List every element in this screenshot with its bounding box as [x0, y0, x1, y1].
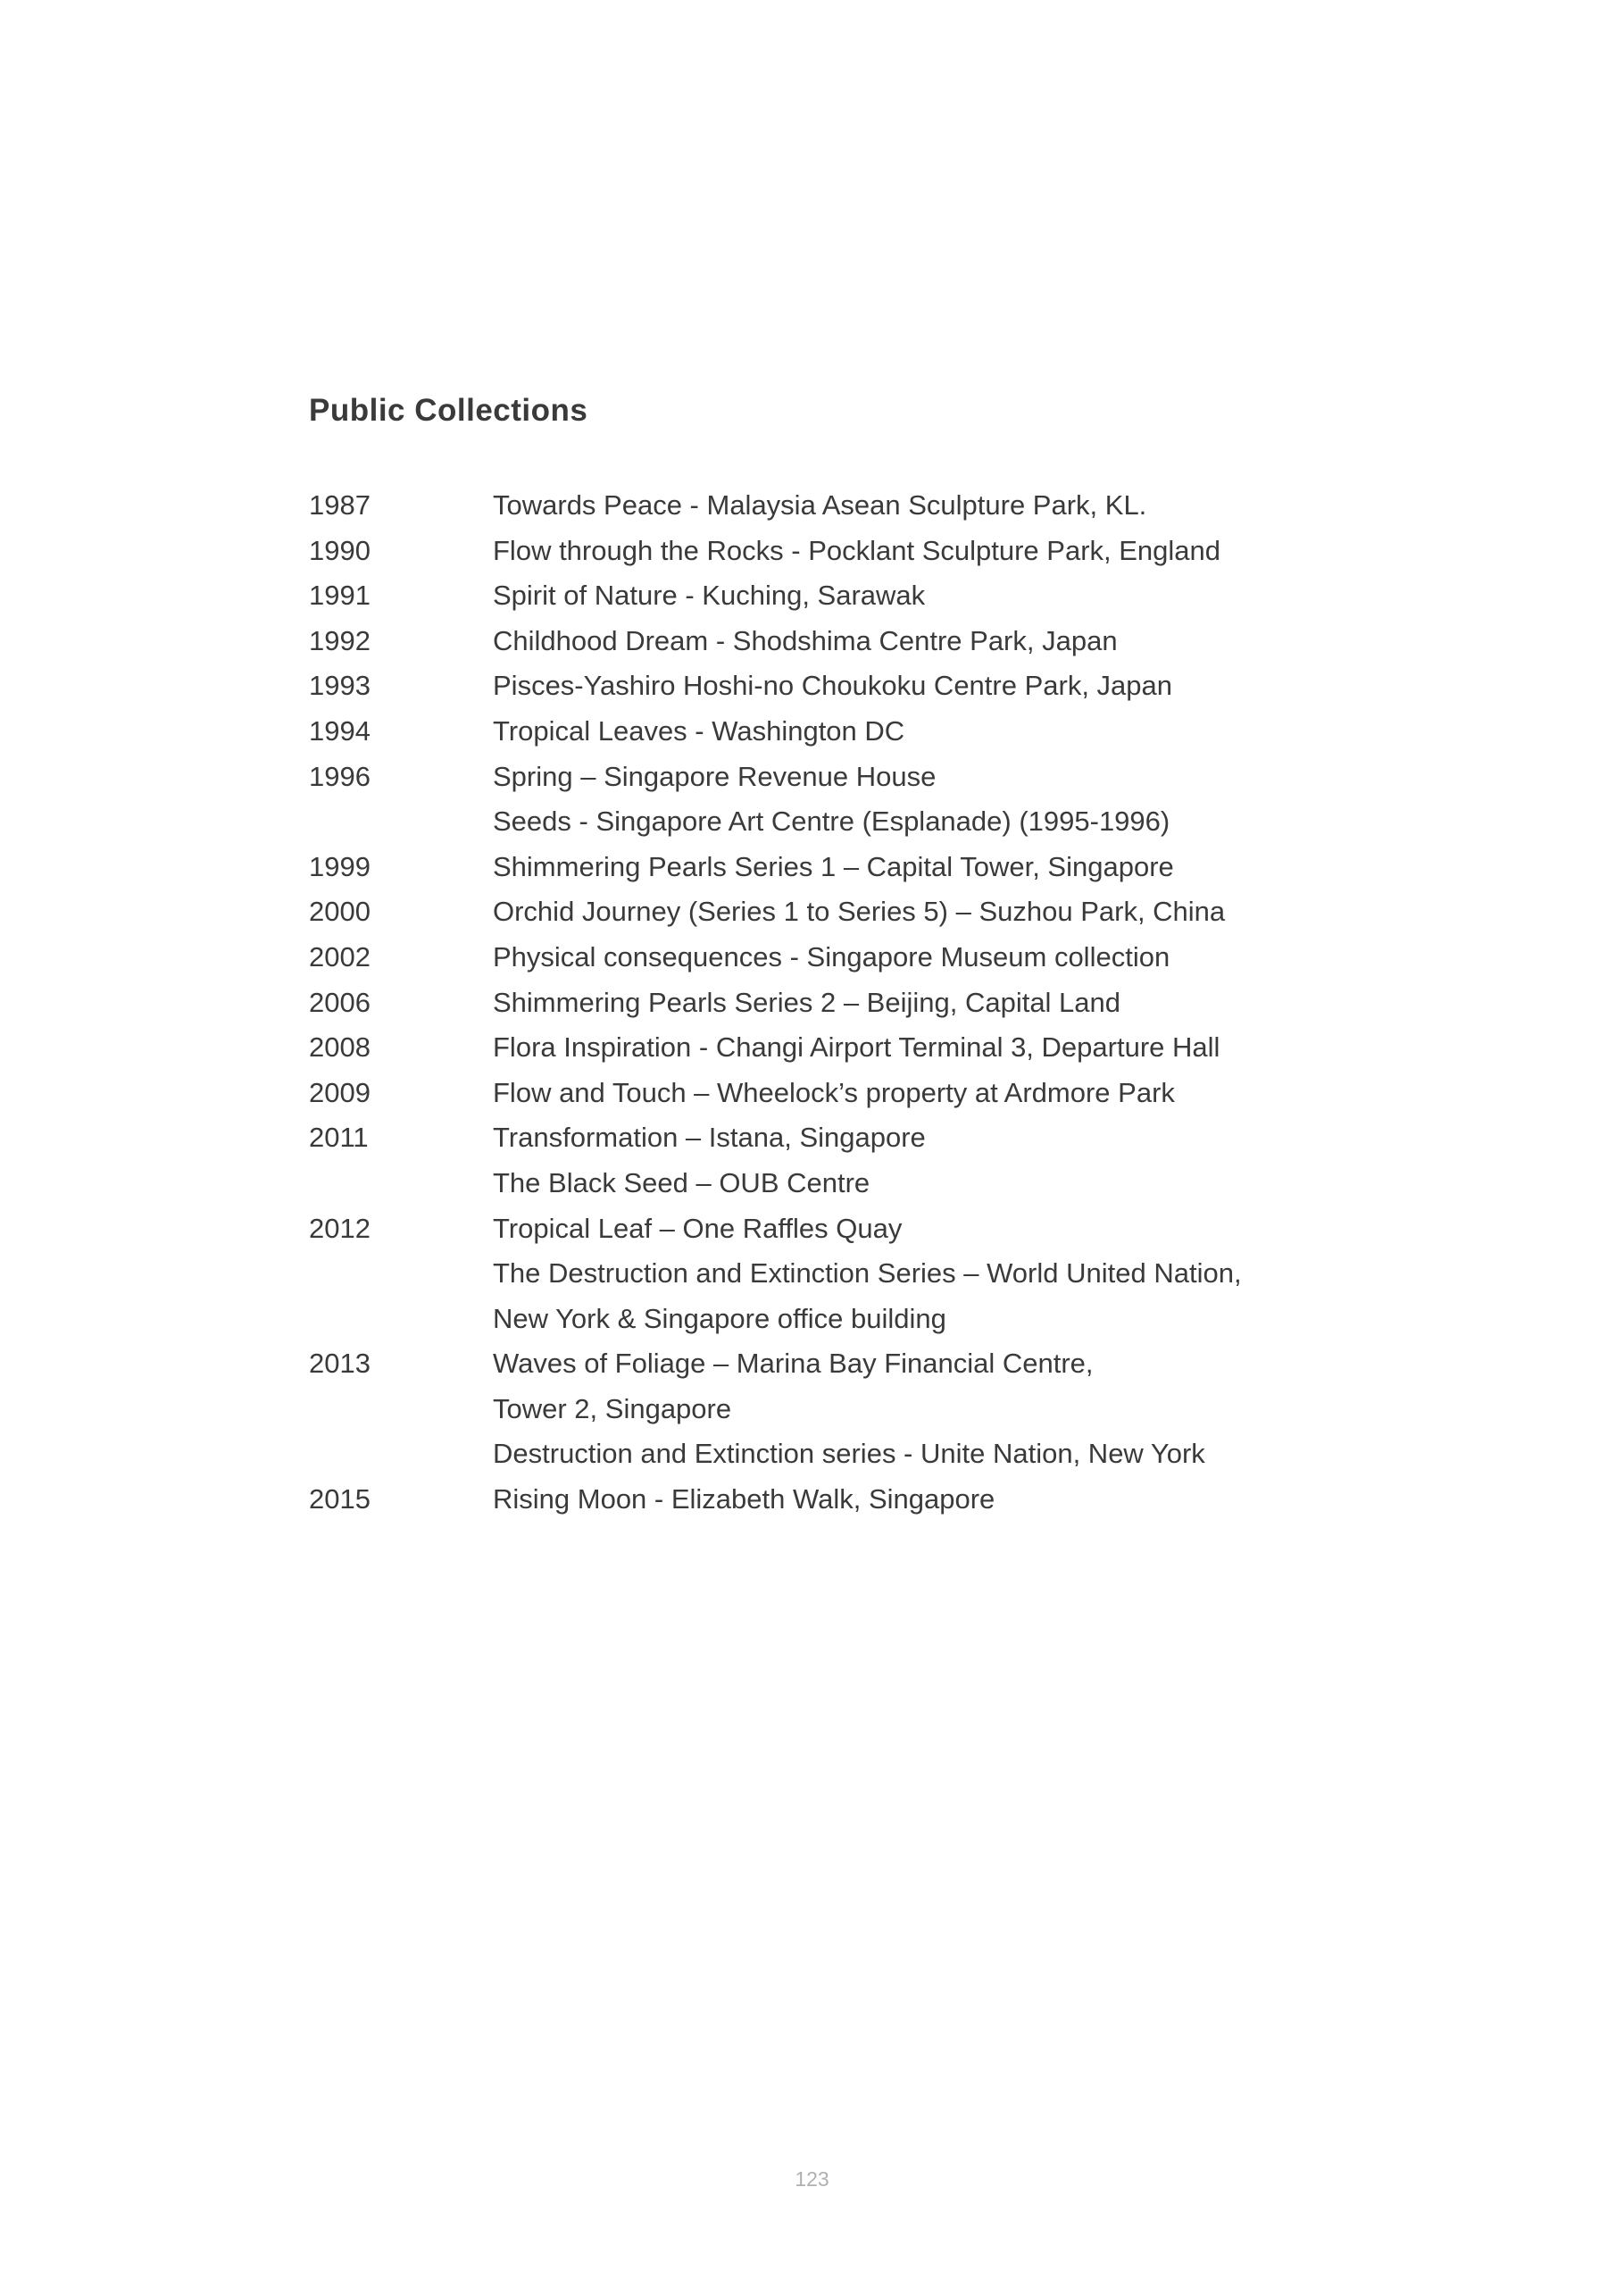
collection-entry: Seeds - Singapore Art Centre (Esplanade) (1995-1996) — [493, 806, 1170, 838]
collection-entry: Transformation – Istana, Singapore — [493, 1122, 926, 1154]
collection-entry: Tower 2, Singapore — [493, 1392, 732, 1424]
collection-entry: The Destruction and Extinction Series – World United Nation, — [493, 1257, 1242, 1290]
list-item — [309, 483, 1380, 529]
collection-entry: Flow through the Rocks - Pocklant Sculpture Park, England — [493, 534, 1221, 566]
collection-year: 2011 — [309, 1122, 369, 1154]
collection-year: 2009 — [309, 1076, 371, 1108]
collection-entry: Rising Moon - Elizabeth Walk, Singapore — [493, 1483, 995, 1515]
collection-entry: The Black Seed – OUB Centre — [493, 1166, 870, 1198]
list-item — [309, 755, 1380, 800]
collection-year: 1994 — [309, 714, 371, 747]
list-item — [309, 1341, 1380, 1387]
collections-list — [309, 483, 1380, 1523]
list-item — [309, 709, 1380, 755]
list-item — [309, 889, 1380, 935]
collection-entry: Shimmering Pearls Series 2 – Beijing, Capital Land — [493, 986, 1121, 1018]
collection-year: 1991 — [309, 580, 371, 612]
collection-year: 2002 — [309, 940, 371, 973]
collection-entry: Pisces-Yashiro Hoshi-no Choukoku Centre Park, Japan — [493, 670, 1173, 702]
section-title: Public Collections — [309, 393, 588, 428]
list-item — [309, 1251, 1380, 1297]
collection-year: 1990 — [309, 534, 371, 566]
list-item — [309, 529, 1380, 574]
collection-year: 1996 — [309, 760, 371, 792]
collection-entry: Spirit of Nature - Kuching, Sarawak — [493, 580, 926, 612]
collection-entry: Tropical Leaves - Washington DC — [493, 714, 905, 747]
collection-entry: Waves of Foliage – Marina Bay Financial Centre, — [493, 1348, 1094, 1380]
collection-entry: Tropical Leaf – One Raffles Quay — [493, 1212, 903, 1244]
collection-year: 2006 — [309, 986, 371, 1018]
list-item — [309, 1387, 1380, 1432]
list-item — [309, 1025, 1380, 1071]
collection-entry: Physical consequences - Singapore Museum collection — [493, 940, 1170, 973]
list-item — [309, 619, 1380, 664]
collection-entry: Flora Inspiration - Changi Airport Terminal 3, Departure Hall — [493, 1031, 1220, 1064]
list-item — [309, 1115, 1380, 1161]
list-item — [309, 573, 1380, 619]
collection-year: 1993 — [309, 670, 371, 702]
collection-year: 2008 — [309, 1031, 371, 1064]
collection-year: 1987 — [309, 489, 371, 521]
collection-year: 1999 — [309, 850, 371, 882]
collection-entry: New York & Singapore office building — [493, 1302, 946, 1334]
collection-entry: Destruction and Extinction series - Unite Nation, New York — [493, 1438, 1205, 1470]
list-item — [309, 1432, 1380, 1477]
collection-entry: Shimmering Pearls Series 1 – Capital Tower, Singapore — [493, 850, 1174, 882]
collection-entry: Spring – Singapore Revenue House — [493, 760, 937, 792]
collection-entry: Flow and Touch – Wheelock’s property at Ardmore Park — [493, 1076, 1175, 1108]
list-item — [309, 1206, 1380, 1252]
list-item — [309, 981, 1380, 1026]
collection-year: 2013 — [309, 1348, 371, 1380]
page-number: 123 — [795, 2167, 829, 2191]
list-item — [309, 1161, 1380, 1206]
collection-entry: Childhood Dream - Shodshima Centre Park, Japan — [493, 624, 1118, 656]
list-item — [309, 845, 1380, 890]
list-item — [309, 664, 1380, 709]
list-item — [309, 935, 1380, 981]
list-item — [309, 1477, 1380, 1523]
collection-year: 1992 — [309, 624, 371, 656]
collection-year: 2012 — [309, 1212, 371, 1244]
collection-year: 2000 — [309, 896, 371, 928]
list-item — [309, 1297, 1380, 1342]
collection-entry: Orchid Journey (Series 1 to Series 5) – Suzhou Park, China — [493, 896, 1226, 928]
collection-entry: Towards Peace - Malaysia Asean Sculpture Park, KL. — [493, 489, 1147, 521]
list-item — [309, 799, 1380, 845]
collection-year: 2015 — [309, 1483, 371, 1515]
list-item — [309, 1071, 1380, 1116]
